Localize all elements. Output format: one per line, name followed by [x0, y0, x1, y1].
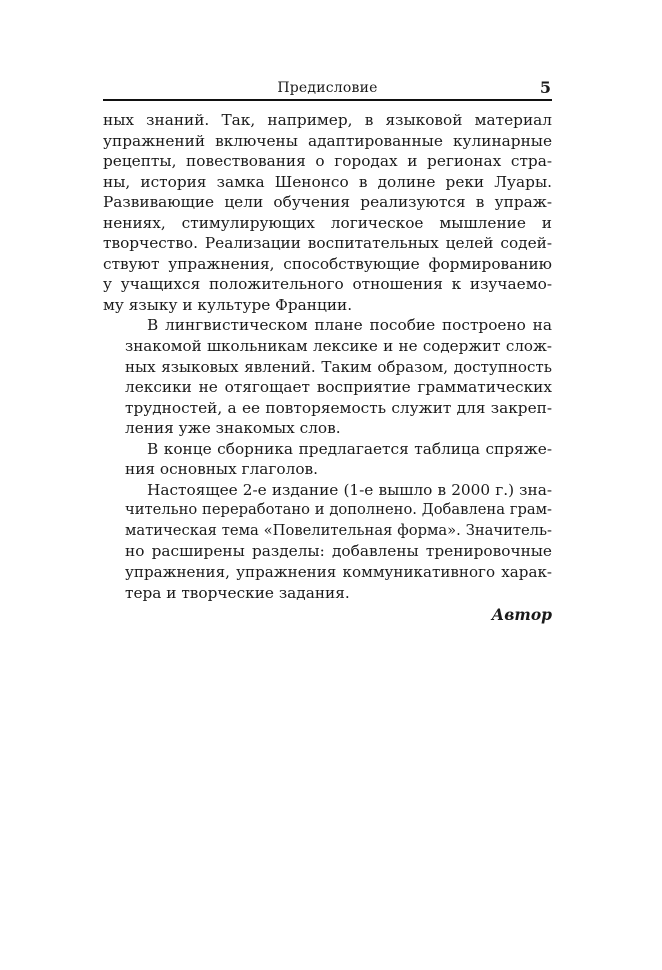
text-line: трудностей, а ее повторяемость служит для закреп- — [125, 398, 552, 417]
author-signature: Автор — [491, 605, 552, 625]
paragraph-2 — [103, 315, 552, 438]
paragraph-3 — [103, 439, 552, 480]
paragraph-4 — [103, 480, 552, 603]
text-line: лексики не отягощает восприятие грамматических — [125, 378, 552, 397]
paragraph-1 — [103, 110, 552, 315]
text-line: ния основных глаголов. — [125, 460, 319, 479]
header-rule — [103, 99, 552, 101]
text-line: но расширены разделы: добавлены тренировочные — [125, 542, 552, 561]
text-line: упражнения, упражнения коммуникативного харак- — [125, 563, 552, 582]
body-text — [103, 110, 552, 626]
text-line: нениях, стимулирующих логическое мышление и — [103, 213, 552, 232]
text-line: чительно переработано и дополнено. Добавлена грам- — [125, 501, 552, 519]
text-line: В лингвистическом плане пособие построено на — [147, 316, 552, 335]
text-line: тера и творческие задания. — [125, 583, 350, 602]
text-line: Настоящее 2-е издание (1-е вышло в 2000 г.) зна- — [147, 480, 552, 499]
text-line: В конце сборника предлагается таблица спряже- — [147, 439, 552, 458]
text-line: ных знаний. Так, например, в языковой материал — [103, 111, 552, 129]
text-line: матическая тема «Повелительная форма». Значитель- — [125, 521, 552, 539]
text-line: му языку и культуре Франции. — [103, 295, 353, 314]
text-line: рецепты, повествования о городах и регионах стра- — [103, 152, 552, 171]
text-line: ления уже знакомых слов. — [125, 419, 341, 438]
text-line: у учащихся положительного отношения к изучаемо- — [103, 275, 552, 294]
text-line: творчество. Реализации воспитательных целей содей- — [103, 234, 552, 253]
text-line: Развивающие цели обучения реализуются в упраж- — [103, 193, 552, 212]
text-line: ны, история замка Шенонсо в долине реки Луары. — [103, 172, 552, 191]
page-number: 5 — [539, 78, 551, 97]
text-line: знакомой школьникам лексике и не содержит слож- — [125, 337, 552, 356]
text-line: упражнений включены адаптированные кулинарные — [103, 131, 552, 150]
text-line: ствуют упражнения, способствующие формированию — [103, 254, 552, 273]
running-header — [103, 78, 552, 98]
chapter-title: Предисловие — [277, 80, 378, 96]
book-page — [103, 78, 552, 626]
text-line: ных языковых явлений. Таким образом, доступность — [125, 357, 552, 376]
